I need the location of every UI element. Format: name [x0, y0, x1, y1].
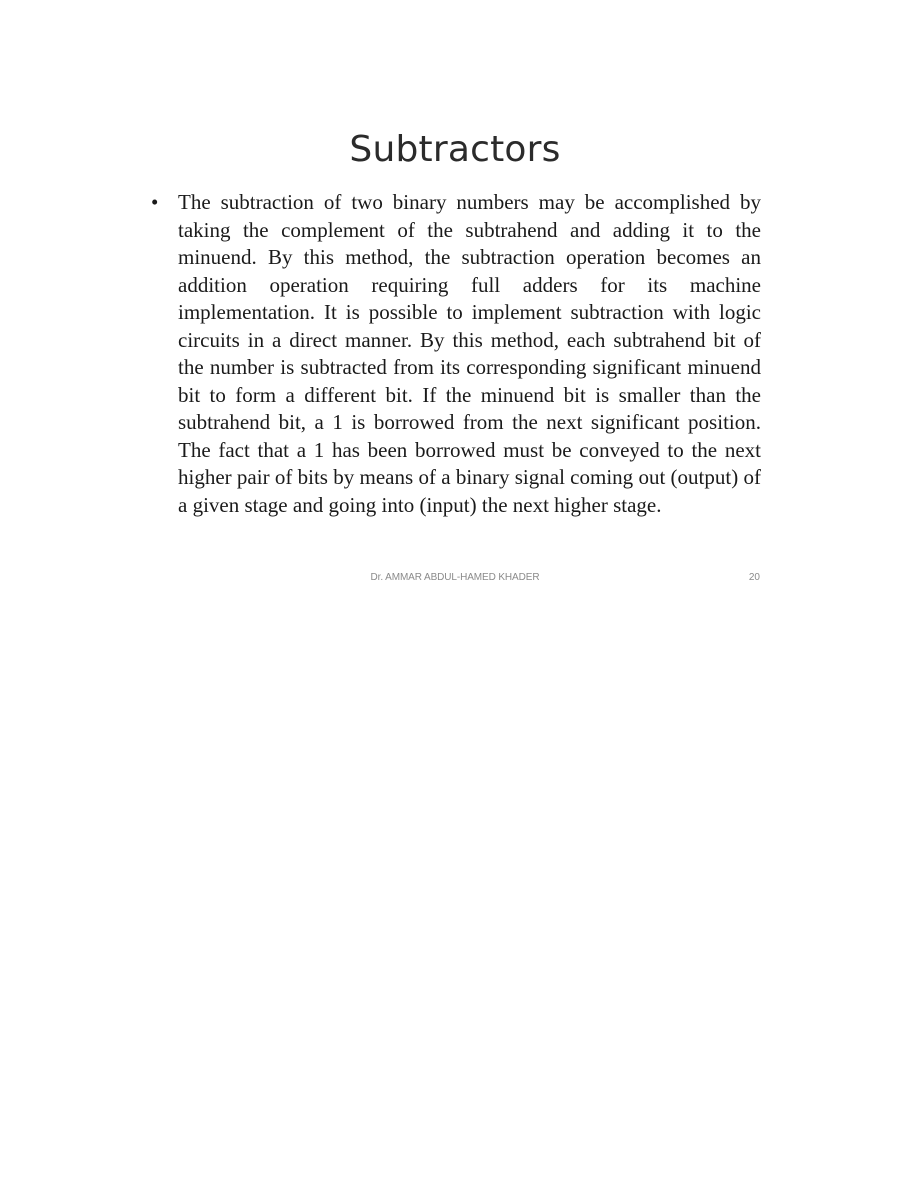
- footer-page-number: 20: [748, 572, 760, 583]
- bullet-list: [149, 189, 761, 519]
- slide-title: Subtractors: [349, 129, 561, 170]
- bullet-item: [149, 189, 761, 519]
- bullet-marker: •: [151, 190, 159, 214]
- footer-author: Dr. AMMAR ABDUL-HAMED KHADER: [370, 572, 540, 583]
- bullet-text: The subtraction of two binary numbers may be accomplished by taking the complement of the subtrahend and adding it to the minuend. By this method, the subtraction operation becomes an addition operation requiring full adders for its machine implementation. It is possible to implement subtraction with logic circuits in a direct manner. By this method, each subtrahend bit of the number is subtracted from its corresponding significant minuend bit to form a different bit. If the minuend bit is smaller than the subtrahend bit, a 1 is borrowed from the next significant position. The fact that a 1 has been borrowed must be conveyed to the next higher pair of bits by means of a binary signal coming out (output) of a given stage and going into (input) the next higher stage.: [178, 190, 761, 517]
